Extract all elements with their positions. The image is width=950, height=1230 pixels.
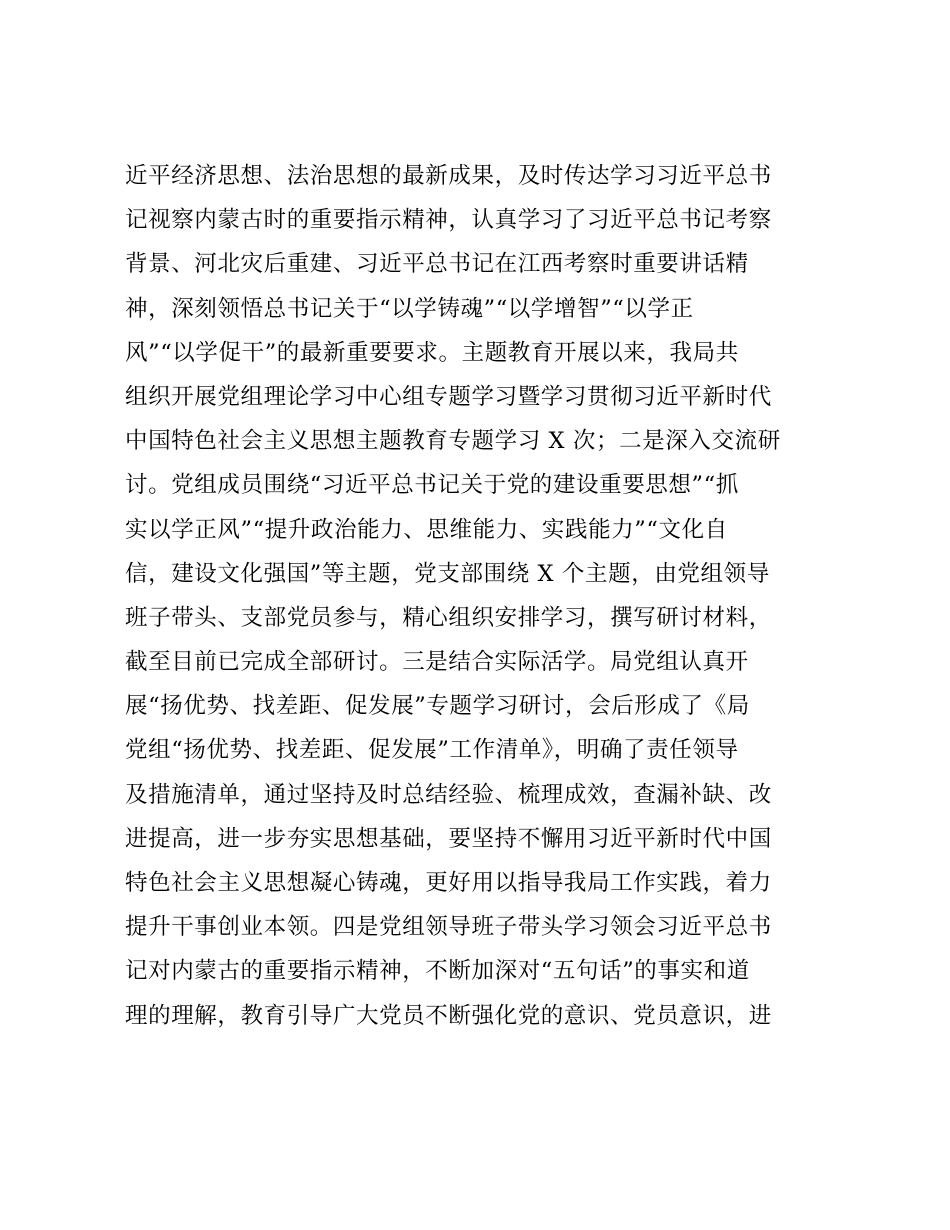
- text-line: 截至目前已完成全部研讨。三是结合实际活学。局党组认真开: [125, 649, 749, 676]
- text-line: 记视察内蒙古时的重要指示精神，认真学习了习近平总书记考察: [125, 207, 772, 234]
- text-line: 神，深刻领悟总书记关于“以学铸魂”“以学增智”“以学正: [125, 295, 694, 322]
- text-line: 展“扬优势、找差距、促发展”专题学习研讨，会后形成了《局: [125, 693, 750, 720]
- text-line: 及措施清单，通过坚持及时总结经验、梳理成效，查漏补缺、改: [125, 781, 772, 808]
- text-line: 中国特色社会主义思想主题教育专题学习 X 次；二是深入交流研: [125, 428, 781, 455]
- text-line: 背景、河北灾后重建、习近平总书记在江西考察时重要讲话精: [125, 251, 749, 278]
- text-line: 理的理解，教育引导广大党员不断强化党的意识、党员意识，进: [125, 1002, 772, 1029]
- text-line: 近平经济思想、法治思想的最新成果，及时传达学习习近平总书: [125, 163, 772, 189]
- text-line: 组织开展党组理论学习中心组专题学习暨学习贯彻习近平新时代: [125, 383, 772, 410]
- text-line: 信，建设文化强国”等主题，党支部围绕 X 个主题，由党组领导: [125, 560, 770, 587]
- text-line: 记对内蒙古的重要指示精神，不断加深对“五句话”的事实和道: [125, 958, 750, 985]
- text-line: 党组“扬优势、找差距、促发展”工作清单》，明确了责任领导: [125, 737, 739, 764]
- text-line: 特色社会主义思想凝心铸魂，更好用以指导我局工作实践，着力: [125, 870, 772, 896]
- text-line: 班子带头、支部党员参与，精心组织安排学习，撰写研讨材料，: [125, 604, 772, 631]
- text-line: 风”“以学促干”的最新重要要求。主题教育开展以来，我局共: [125, 339, 739, 366]
- text-line: 实以学正风”“提升政治能力、思维能力、实践能力”“文化自: [125, 516, 728, 543]
- text-line: 讨。党组成员围绕“习近平总书记关于党的建设重要思想”“抓: [125, 472, 739, 499]
- body-paragraph: [125, 154, 825, 1038]
- text-line: 提升干事创业本领。四是党组领导班子带头学习领会习近平总书: [125, 914, 772, 941]
- text-line: 进提高，进一步夯实思想基础，要坚持不懈用习近平新时代中国: [125, 825, 772, 852]
